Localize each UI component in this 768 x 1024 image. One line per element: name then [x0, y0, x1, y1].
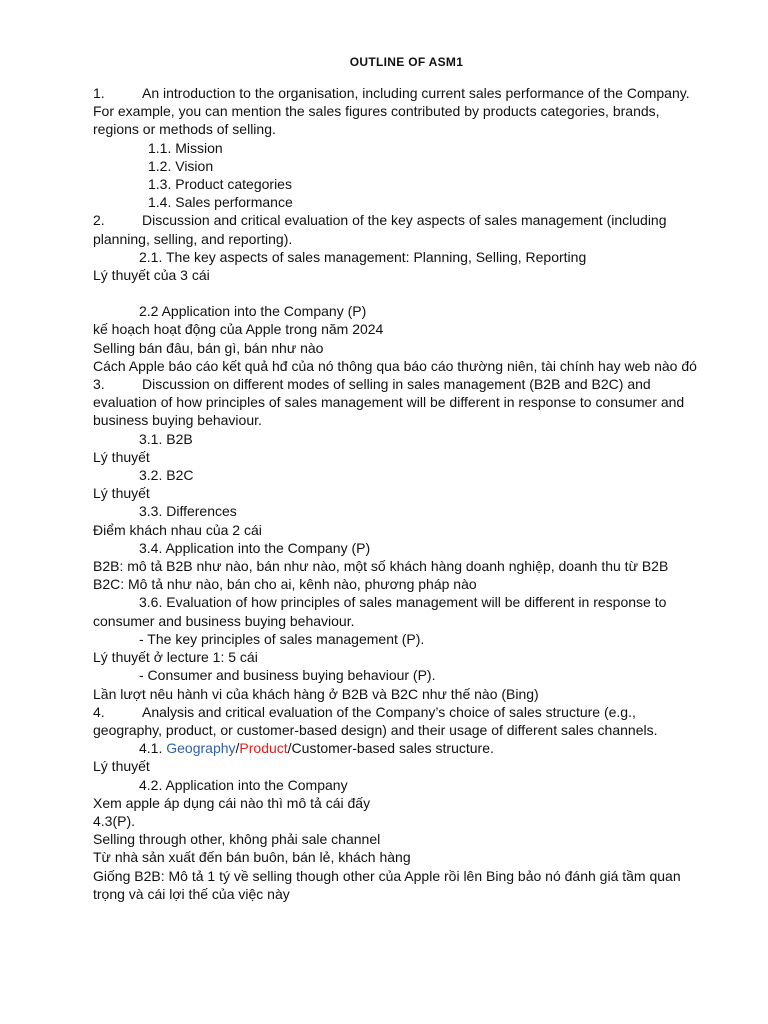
note-2-2-plan: kế hoạch hoạt động của Apple trong năm 2024	[93, 321, 384, 338]
subsection-4-2: 4.2. Application into the Company	[139, 776, 348, 793]
section-number: 2.	[93, 212, 105, 229]
section-3-heading	[93, 375, 708, 430]
note-3-3: Điểm khách nhau của 2 cái	[93, 521, 262, 538]
section-number: 3.	[93, 376, 105, 393]
subsection-3-1: 3.1. B2B	[139, 430, 193, 447]
subsection-4-1-prefix: 4.1.	[139, 740, 167, 757]
section-2-text: Discussion and critical evaluation of the key aspects of sales management (including planning, selling, and reporting).	[93, 212, 671, 247]
note-2-1: Lý thuyết của 3 cái	[93, 267, 210, 284]
section-4-heading	[93, 703, 708, 739]
note-3-2: Lý thuyết	[93, 485, 150, 502]
subsection-1-3: 1.3. Product categories	[148, 176, 292, 193]
subsection-3-6	[93, 593, 708, 629]
section-number: 4.	[93, 703, 105, 720]
section-1-heading	[93, 84, 708, 139]
note-4-3-b2b: Giống B2B: Mô tả 1 tý về selling though other của Apple rồi lên Bing bảo nó đánh giá tầm quan trọng và cái lợi thế của việc này	[93, 867, 685, 902]
section-4-text: Analysis and critical evaluation of the Company’s choice of sales structure (e.g., geography, product, or customer-based design) and their usage of different sales channels.	[93, 703, 658, 738]
slash: /	[235, 740, 240, 757]
subsection-4-3: 4.3(P).	[93, 812, 136, 829]
note-2-2-report: Cách Apple báo cáo kết quả hđ của nó thông qua báo cáo thường niên, tài chính hay web nào đó	[93, 357, 697, 374]
subsection-2-1: 2.1. The key aspects of sales management: Planning, Selling, Reporting	[139, 248, 587, 265]
note-3-4-b2c: B2C: Mô tả như nào, bán cho ai, kênh nào, phương pháp nào	[93, 576, 477, 593]
section-3-text: Discussion on different modes of selling in sales management (B2B and B2C) and evaluation of how principles of sales management will be different in response to consumer and business buying behaviour.	[93, 376, 689, 429]
subsection-4-1-rest: /Customer-based sales structure.	[287, 740, 494, 757]
section-2-heading	[93, 211, 708, 247]
note-3-4-b2b: B2B: mô tả B2B như nào, bán như nào, một số khách hàng doanh nghiệp, doanh thu từ B2B	[93, 558, 669, 575]
subsection-3-6-text: 3.6. Evaluation of how principles of sales management will be different in response to consumer and business buying behaviour.	[93, 594, 671, 629]
note-3-6-behaviour: Lần lượt nêu hành vi của khách hàng ở B2B và B2C như thế nào (Bing)	[93, 685, 539, 702]
note-4-3-chain: Từ nhà sản xuất đến bán buôn, bán lẻ, khách hàng	[93, 849, 411, 866]
note-2-2-selling: Selling bán đâu, bán gì, bán như nào	[93, 339, 324, 356]
subsection-2-2: 2.2 Application into the Company (P)	[139, 303, 367, 320]
note-4-3-channel: Selling through other, không phải sale channel	[93, 831, 381, 848]
note-4-1: Lý thuyết	[93, 758, 150, 775]
subsection-3-4: 3.4. Application into the Company (P)	[139, 539, 371, 556]
bullet-buying-behaviour: - Consumer and business buying behaviour (P).	[139, 667, 436, 684]
subsection-1-2: 1.2. Vision	[148, 157, 214, 174]
product-word: Product	[239, 740, 288, 757]
note-3-1: Lý thuyết	[93, 448, 150, 465]
subsection-3-3: 3.3. Differences	[139, 503, 237, 520]
blank-line	[93, 284, 708, 302]
note-3-6-lecture: Lý thuyết ở lecture 1: 5 cái	[93, 649, 258, 666]
subsection-1-4: 1.4. Sales performance	[148, 194, 293, 211]
note-4-2: Xem apple áp dụng cái nào thì mô tả cái đấy	[93, 794, 371, 811]
geography-word: Geography	[166, 740, 236, 757]
section-number: 1.	[93, 85, 105, 101]
subsection-4-1	[93, 739, 708, 757]
subsection-3-2: 3.2. B2C	[139, 467, 194, 484]
section-1-text: An introduction to the organisation, including current sales performance of the Company. For example, you can mention the sales figures contributed by products categories, brands, regions or methods of selling.	[93, 85, 694, 138]
subsection-1-1: 1.1. Mission	[148, 139, 223, 156]
document-title: OUTLINE OF ASM1	[349, 55, 464, 69]
bullet-key-principles: - The key principles of sales management (P).	[139, 630, 425, 647]
